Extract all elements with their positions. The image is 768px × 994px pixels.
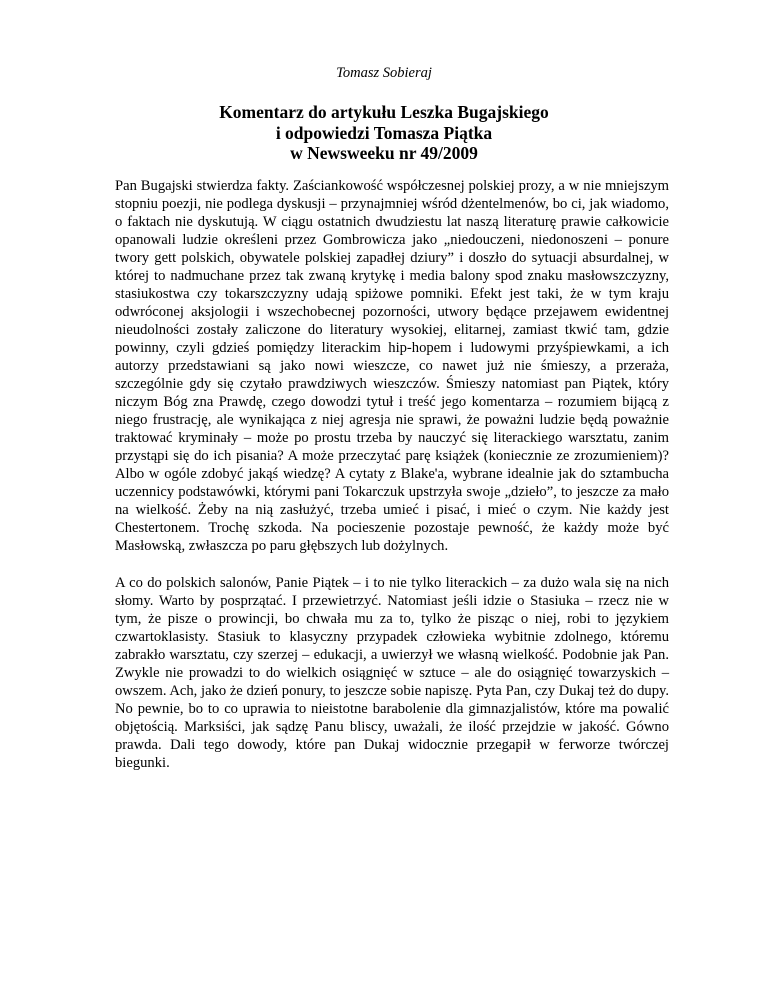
paragraph-2: A co do polskich salonów, Panie Piątek – i to nie tylko literackich – za dużo wala się na nich słomy. Warto by posprzątać. I przewietrzyć. Natomiast jeśli idzie o Stasiuka – rzecz nie w tym, że pisze o prowincji, bo chwała mu za to, tylko że pisząc o niej, robi to językiem czwartoklasisty. Stasiuk to klasyczny przypadek człowieka wybitnie zdolnego, któremu zabrakło warsztatu, czy szerzej – edukacji, a uwierzył we własną wielkość. Podobnie jak Pan. Zwykle nie prowadzi to do wielkich osiągnięć w sztuce – ale do osiągnięć towarzyskich – owszem. Ach, jako że dzień ponury, to jeszcze sobie napiszę. Pyta Pan, czy Dukaj też do dupy. No pewnie, bo to co uprawia to nieistotne barabolenie dla gimnazjalistów, które ma powalić objętością. Marksiści, jak sądzę Panu bliscy, uważali, że ilość przejdzie w jakość. Gówno prawda. Dali tego dowody, które pan Dukaj widocznie przegapił w ferworze twórczej biegunki. [115,575,669,771]
article-body [115,177,669,772]
paragraph-1: Pan Bugajski stwierdza fakty. Zaściankowość współczesnej polskiej prozy, a w nie mniejszym stopniu poezji, nie podlega dyskusji – przynajmniej wśród dżentelmenów, bo ci, jak wiadomo, o faktach nie dyskutują. W ciągu ostatnich dwudziestu lat naszą literaturę prawie całkowicie opanowali ludzie określeni przez Gombrowicza jako „niedouczeni, niedonoszeni – ponure twory gett polskich, obywatele polskiej zapadłej dziury” i doszło do sytuacji absurdalnej, w której to nadmuchane przez tak zwaną krytykę i media balony spod znaku masłowszczyzny, stasiukostwa czy tokarszczyzny udają spiżowe pomniki. Efekt jest taki, że w tym kraju odwróconej aksjologii i wszechobecnej pozorności, utwory będące przejawem ewidentnej nieudolności zostały zaliczone do literatury wysokiej, elitarnej, zamiast tkwić tam, gdzie powinny, czyli gdzieś pomiędzy literackim hip-hopem i ludowymi przyśpiewkami, a ich autorzy przedstawiani są jako nowi wieszcze, co nawet już nie śmieszy, a przeraża, szczególnie gdy się czytało prawdziwych wieszczów. Śmieszy natomiast pan Piątek, który niczym Bóg zna Prawdę, czego dowodzi tytuł i treść jego komentarza – rozumiem bijącą z niego frustrację, ale wynikająca z niej agresja nie sprawi, że poważni ludzie będą poważnie traktować kryminały – może po prostu trzeba by nauczyć się literackiego warsztatu, zanim przystąpi się do ich pisania? A może przeczytać parę książek (koniecznie ze zrozumieniem)? Albo w ogóle zdobyć jakąś wiedzę? A cytaty z Blake'a, wybrane idealnie jak do sztambucha uczennicy podstawówki, którymi pani Tokarczuk upstrzyła swoje „dzieło”, to jeszcze za mało na wielkość. Żeby na nią zasłużyć, trzeba umieć i pisać, i mieć o czym. Nie każdy jest Chestertonem. Trochę szkoda. Na pocieszenie pozostaje pewność, że każdy może być Masłowską, zwłaszcza po paru głębszych lub dożylnych. [115,178,669,554]
title-line-1: Komentarz do artykułu Leszka Bugajskiego [219,102,549,122]
article-title [0,102,768,164]
title-line-3: w Newsweeku nr 49/2009 [290,143,478,163]
author-name: Tomasz Sobieraj [336,65,432,81]
title-line-2: i odpowiedzi Tomasza Piątka [275,122,493,143]
